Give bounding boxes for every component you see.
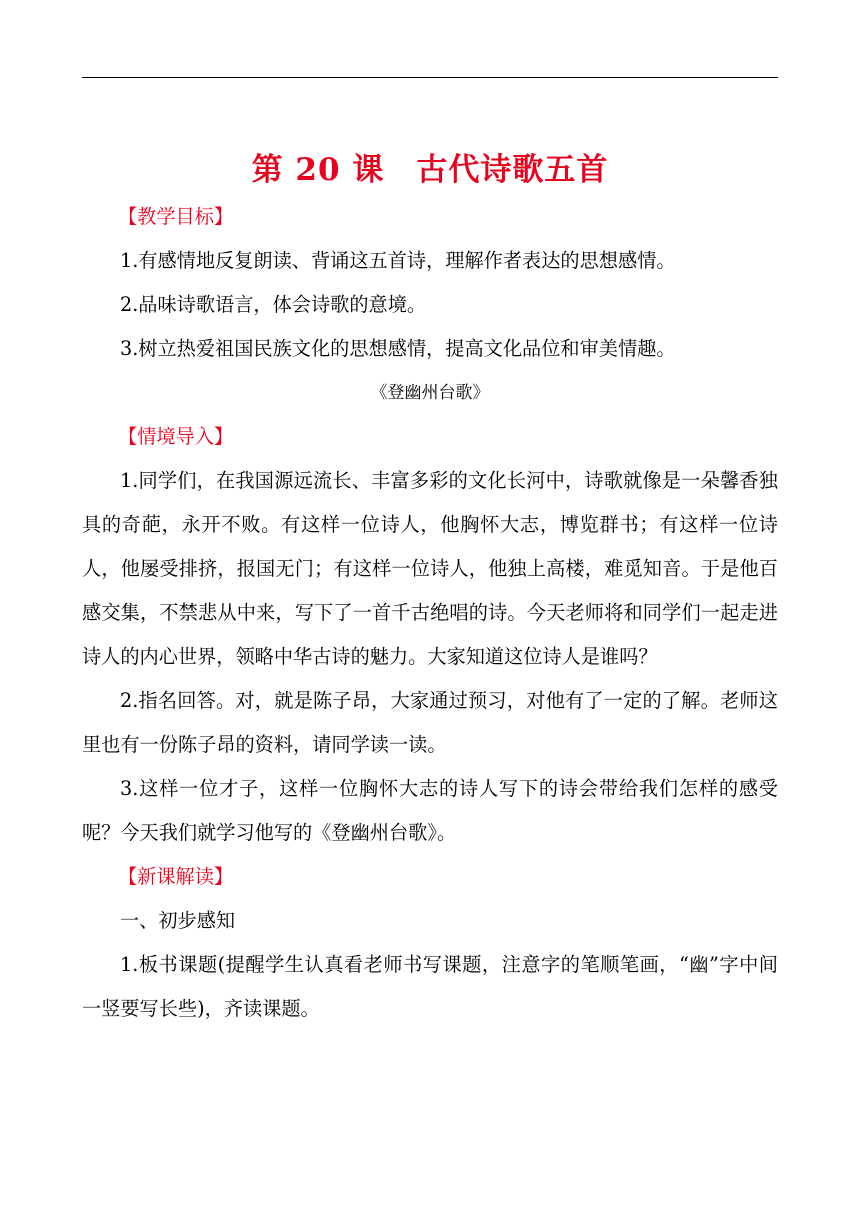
poem-title: 《登幽州台歌》 [370,383,490,403]
intro-paragraph: 3.这样一位才子，这样一位胸怀大志的诗人写下的诗会带给我们怎样的感受呢？今天我们就学习他写的《登幽州台歌》。 [82,777,778,844]
section-heading-new-lesson: 【新课解读】 [118,865,234,888]
objective-item: 2.品味诗歌语言，体会诗歌的意境。 [120,293,427,316]
intro-paragraph: 1.同学们，在我国源远流长、丰富多彩的文化长河中，诗歌就像是一朵馨香独具的奇葩，永开不败。有这样一位诗人，他胸怀大志，博览群书；有这样一位诗人，他屡受排挤，报国无门；有这样一位诗人，他独上高楼，难觅知音。于是他百感交集，不禁悲从中来，写下了一首千古绝唱的诗。今天老师将和同学们一起走进诗人的内心世界，领略中华古诗的魅力。大家知道这位诗人是谁吗？ [82,469,778,668]
step-item: 1.板书课题(提醒学生认真看老师书写课题，注意字的笔顺笔画，“幽”字中间一竖要写长些)，齐读课题。 [82,953,778,1020]
header-rule [82,77,778,78]
step-heading: 一、初步感知 [120,909,236,932]
objective-item: 3.树立热爱祖国民族文化的思想感情，提高文化品位和审美情趣。 [120,337,676,360]
section-heading-objectives: 【教学目标】 [118,205,234,228]
page-title: 第 20 课 古代诗歌五首 [251,152,609,188]
objective-item: 1.有感情地反复朗读、背诵这五首诗，理解作者表达的思想感情。 [120,249,676,272]
section-heading-intro: 【情境导入】 [118,425,234,448]
document-body [82,195,778,1031]
intro-paragraph: 2.指名回答。对，就是陈子昂，大家通过预习，对他有了一定的了解。老师这里也有一份陈子昂的资料，请同学读一读。 [82,689,778,756]
